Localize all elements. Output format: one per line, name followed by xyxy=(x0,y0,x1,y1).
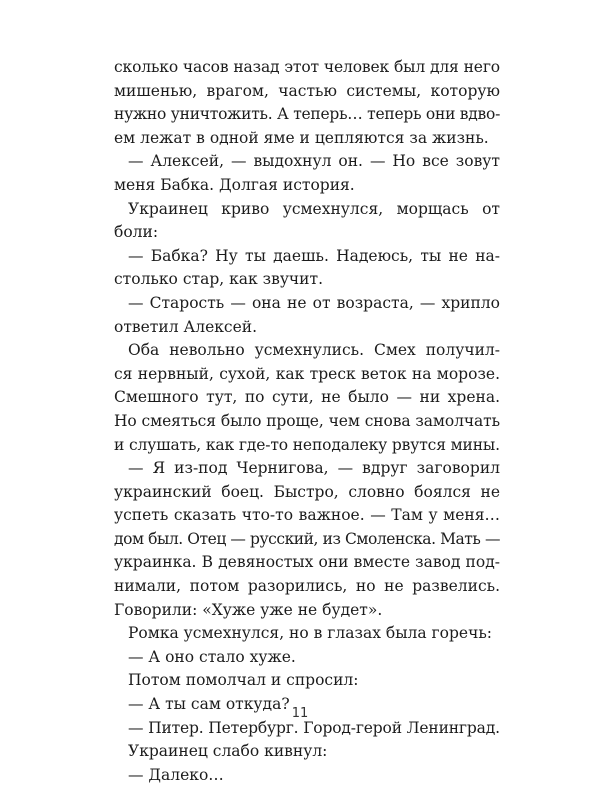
text-line: нимали, потом разорились, но не развелись. xyxy=(114,577,500,596)
page-number: 11 xyxy=(291,706,309,721)
text-line: боли: xyxy=(114,223,159,242)
text-line: Говорили: «Хуже уже не будет». xyxy=(114,600,383,619)
text-line: дом был. Отец — русский, из Смоленска. Мать — xyxy=(114,529,500,548)
body-text xyxy=(114,56,500,787)
text-line: Оба невольно усмехнулись. Смех получил- xyxy=(128,341,500,360)
text-line: ся нервный, сухой, как треск веток на морозе. xyxy=(114,364,500,383)
text-line: — Я из-под Чернигова, — вдруг заговорил xyxy=(128,459,500,478)
text-line: успеть сказать что-то важное. — Там у меня… xyxy=(114,506,500,525)
text-line: — Старость — она не от возраста, — хрипло xyxy=(128,293,500,312)
text-line: сколько часов назад этот человек был для него xyxy=(114,58,500,76)
text-line: украинский боец. Быстро, словно боялся не xyxy=(114,482,500,501)
text-line: меня Бабка. Долгая история. xyxy=(114,175,355,194)
text-line: Ромка усмехнулся, но в глазах была горечь: xyxy=(128,624,493,643)
text-line: Смешного тут, по сути, не было — ни хрена. xyxy=(114,388,500,407)
text-line: нужно уничтожить. А теперь… теперь они вдво- xyxy=(114,105,501,124)
text-line: Потом помолчал и спросил: xyxy=(128,671,359,690)
text-line: — Алексей, — выдохнул он. — Но все зовут xyxy=(128,152,500,171)
text-line: — Далеко… xyxy=(128,765,224,784)
text-line: мишенью, врагом, частью системы, которую xyxy=(114,81,500,100)
text-line: — Питер. Петербург. Город-герой Ленинград. xyxy=(128,718,500,737)
text-line: — А ты сам откуда? xyxy=(128,695,290,714)
text-line: столько стар, как звучит. xyxy=(114,270,324,289)
text-line: украинка. В девяностых они вместе завод под- xyxy=(114,553,500,572)
text-line: Но смеяться было проще, чем снова замолчать xyxy=(114,411,500,430)
text-line: ответил Алексей. xyxy=(114,317,258,336)
text-line: — А оно стало хуже. xyxy=(128,647,296,666)
text-line: Украинец слабо кивнул: xyxy=(128,742,328,761)
text-line: — Бабка? Ну ты даешь. Надеюсь, ты не на- xyxy=(128,246,500,265)
text-line: и слушать, как где-то неподалеку рвутся мины. xyxy=(114,435,500,454)
text-line: ем лежат в одной яме и цепляются за жизнь. xyxy=(114,128,489,147)
text-line: Украинец криво усмехнулся, морщась от xyxy=(128,199,500,218)
